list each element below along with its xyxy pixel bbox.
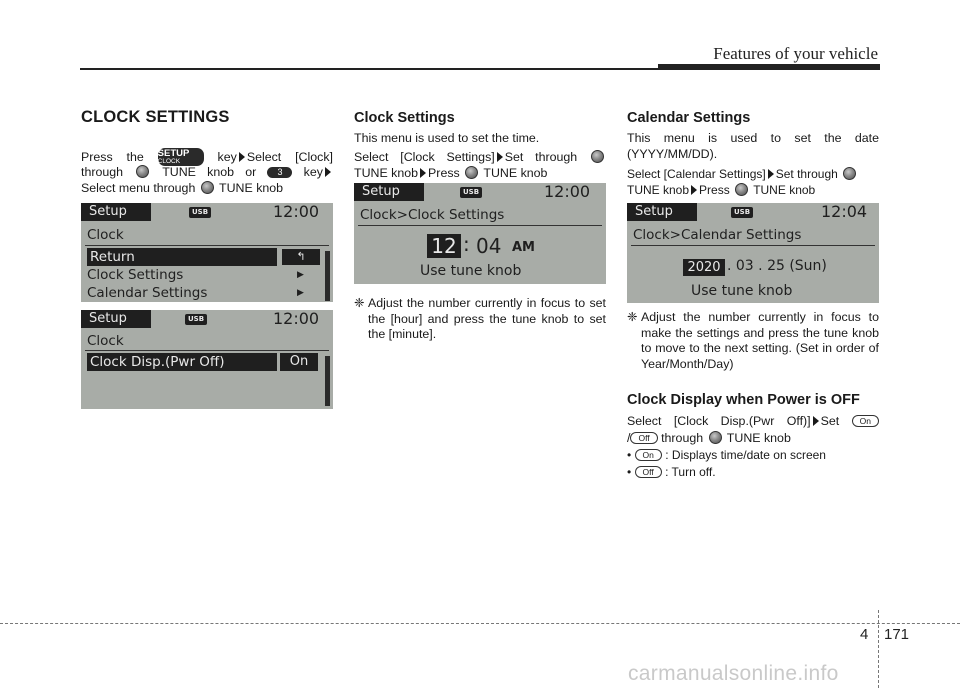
text: key bbox=[217, 150, 237, 164]
footer-divider bbox=[878, 610, 879, 688]
text: Set through bbox=[504, 150, 578, 164]
on-option-icon: On bbox=[852, 415, 879, 427]
off-option-icon: Off bbox=[630, 432, 657, 444]
arrow-right-icon bbox=[768, 169, 774, 179]
clock-disp-value[interactable]: On bbox=[280, 353, 318, 371]
setup-clock-key-icon: SETUP CLOCK bbox=[158, 148, 204, 166]
text: Set through bbox=[775, 167, 838, 181]
tune-knob-icon bbox=[591, 150, 604, 163]
usb-badge: USB bbox=[460, 187, 482, 198]
screen-clock-settings bbox=[354, 183, 606, 284]
arrow-right-icon bbox=[325, 167, 331, 177]
arrow-right-icon bbox=[813, 416, 819, 426]
text: Press the bbox=[81, 150, 144, 164]
bullet: • bbox=[627, 448, 632, 462]
bullet-off bbox=[627, 464, 879, 481]
text: TUNE knob bbox=[354, 166, 419, 180]
text: Press bbox=[699, 183, 730, 197]
arrow-right-icon bbox=[691, 185, 697, 195]
usb-badge: USB bbox=[185, 314, 207, 325]
time-colon: : bbox=[463, 232, 470, 256]
screen-header: Clock bbox=[87, 333, 124, 349]
minute-field[interactable]: 04 bbox=[476, 234, 502, 258]
bullet-on bbox=[627, 447, 879, 464]
arrow-right-icon bbox=[497, 152, 503, 162]
tune-knob-icon bbox=[136, 165, 149, 178]
instruction-line-3 bbox=[81, 180, 333, 197]
scrollbar[interactable] bbox=[325, 356, 330, 406]
text: Press bbox=[428, 166, 460, 180]
screen-time: 12:00 bbox=[544, 183, 591, 201]
clock-display-step-1 bbox=[627, 413, 879, 430]
menu-item-return[interactable]: Return bbox=[87, 248, 277, 266]
screen-header: Clock bbox=[87, 227, 124, 243]
use-tune-knob-hint: Use tune knob bbox=[691, 283, 793, 299]
screen-time: 12:00 bbox=[273, 310, 320, 328]
calendar-note bbox=[627, 310, 879, 372]
calendar-intro-2: (YYYY/MM/DD). bbox=[627, 147, 718, 161]
screen-setup-label: Setup bbox=[354, 183, 424, 201]
clock-settings-note bbox=[354, 296, 606, 343]
tune-knob-icon bbox=[201, 181, 214, 194]
tune-knob-icon bbox=[465, 166, 478, 179]
arrow-right-icon: ▶ bbox=[297, 270, 304, 280]
tune-knob-icon bbox=[709, 431, 722, 444]
arrow-right-icon bbox=[239, 152, 245, 162]
menu-item-clock-settings[interactable]: Clock Settings bbox=[87, 267, 184, 283]
screen-header: Clock>Clock Settings bbox=[360, 207, 505, 223]
clock-settings-step-1 bbox=[354, 149, 606, 166]
text: through bbox=[81, 165, 124, 179]
screen-setup-label: Setup bbox=[627, 203, 697, 221]
return-icon[interactable]: ↰ bbox=[282, 249, 320, 265]
off-option-icon: Off bbox=[635, 466, 662, 478]
tune-knob-icon bbox=[735, 183, 748, 196]
calendar-settings-heading: Calendar Settings bbox=[627, 110, 751, 126]
watermark: carmanualsonline.info bbox=[628, 662, 839, 685]
menu-item-calendar-settings[interactable]: Calendar Settings bbox=[87, 285, 208, 301]
calendar-step-1 bbox=[627, 166, 879, 183]
calendar-intro-1: This menu is used to set the date bbox=[627, 131, 879, 145]
screen-calendar-settings bbox=[627, 203, 879, 303]
header-accent-bar bbox=[658, 64, 880, 70]
key-3-icon: 3 bbox=[267, 167, 292, 178]
clock-display-step-2 bbox=[627, 430, 879, 447]
text: Set bbox=[820, 414, 840, 428]
text: TUNE knob or bbox=[162, 165, 257, 179]
month-day-field[interactable]: . 03 . 25 (Sun) bbox=[727, 258, 827, 274]
text: key bbox=[303, 165, 323, 179]
ampm-field[interactable]: AM bbox=[512, 240, 535, 255]
menu-item-clock-disp[interactable]: Clock Disp.(Pwr Off) bbox=[87, 353, 277, 371]
screen-setup-label: Setup bbox=[81, 203, 151, 221]
chapter-number: 4 bbox=[860, 626, 869, 643]
screen-setup-label: Setup bbox=[81, 310, 151, 328]
divider bbox=[85, 245, 329, 246]
text: Select [Clock Disp.(Pwr Off)] bbox=[627, 414, 811, 428]
instruction-line-2 bbox=[81, 164, 333, 181]
text: Select [Calendar Settings] bbox=[627, 167, 766, 181]
section-title: Features of your vehicle bbox=[713, 44, 878, 63]
note-mark: ❈ bbox=[627, 310, 638, 324]
text: TUNE knob bbox=[483, 166, 548, 180]
use-tune-knob-hint: Use tune knob bbox=[420, 263, 522, 279]
screen-header: Clock>Calendar Settings bbox=[633, 227, 802, 243]
clock-settings-heading: Clock Settings bbox=[354, 110, 455, 126]
divider bbox=[631, 245, 875, 246]
divider bbox=[85, 350, 329, 351]
note-mark: ❈ bbox=[354, 296, 365, 310]
text: TUNE knob bbox=[726, 431, 791, 445]
hour-field[interactable]: 12 bbox=[427, 234, 461, 258]
text: TUNE knob bbox=[219, 181, 284, 195]
year-field[interactable]: 2020 bbox=[683, 259, 725, 276]
screen-time: 12:04 bbox=[821, 203, 868, 221]
text: : Displays time/date on screen bbox=[665, 448, 826, 462]
text: through bbox=[661, 431, 704, 445]
text: Select menu through bbox=[81, 181, 196, 195]
arrow-right-icon: ▶ bbox=[297, 288, 304, 298]
page-heading: CLOCK SETTINGS bbox=[81, 108, 230, 126]
clock-settings-step-2 bbox=[354, 165, 606, 182]
text: Adjust the number currently in focus to set the [hour] and press the tune knob to set the [minute]. bbox=[368, 296, 606, 341]
text: Adjust the number currently in focus to make the settings and press the tune knob to move to the next setting. (Set in order of Year/Month/Day) bbox=[641, 310, 879, 371]
clock-settings-intro: This menu is used to set the time. bbox=[354, 131, 540, 145]
clock-display-heading: Clock Display when Power is OFF bbox=[627, 392, 860, 408]
footer-rule bbox=[0, 623, 960, 624]
tune-knob-icon bbox=[843, 167, 856, 180]
bullet: • bbox=[627, 465, 632, 479]
screen-time: 12:00 bbox=[273, 203, 320, 221]
text: : Turn off. bbox=[665, 465, 716, 479]
text: / bbox=[627, 431, 631, 445]
scrollbar[interactable] bbox=[325, 251, 330, 301]
screen-clock-disp bbox=[81, 310, 333, 409]
text: Select [Clock] bbox=[246, 150, 333, 164]
page-number: 171 bbox=[884, 626, 910, 643]
divider bbox=[358, 225, 602, 226]
calendar-step-2 bbox=[627, 182, 879, 199]
text: TUNE knob bbox=[753, 183, 816, 197]
on-option-icon: On bbox=[635, 449, 662, 461]
text: TUNE knob bbox=[627, 183, 690, 197]
usb-badge: USB bbox=[731, 207, 753, 218]
arrow-right-icon bbox=[420, 168, 426, 178]
usb-badge: USB bbox=[189, 207, 211, 218]
text: Select [Clock Settings] bbox=[354, 150, 495, 164]
screen-clock-menu bbox=[81, 203, 333, 302]
